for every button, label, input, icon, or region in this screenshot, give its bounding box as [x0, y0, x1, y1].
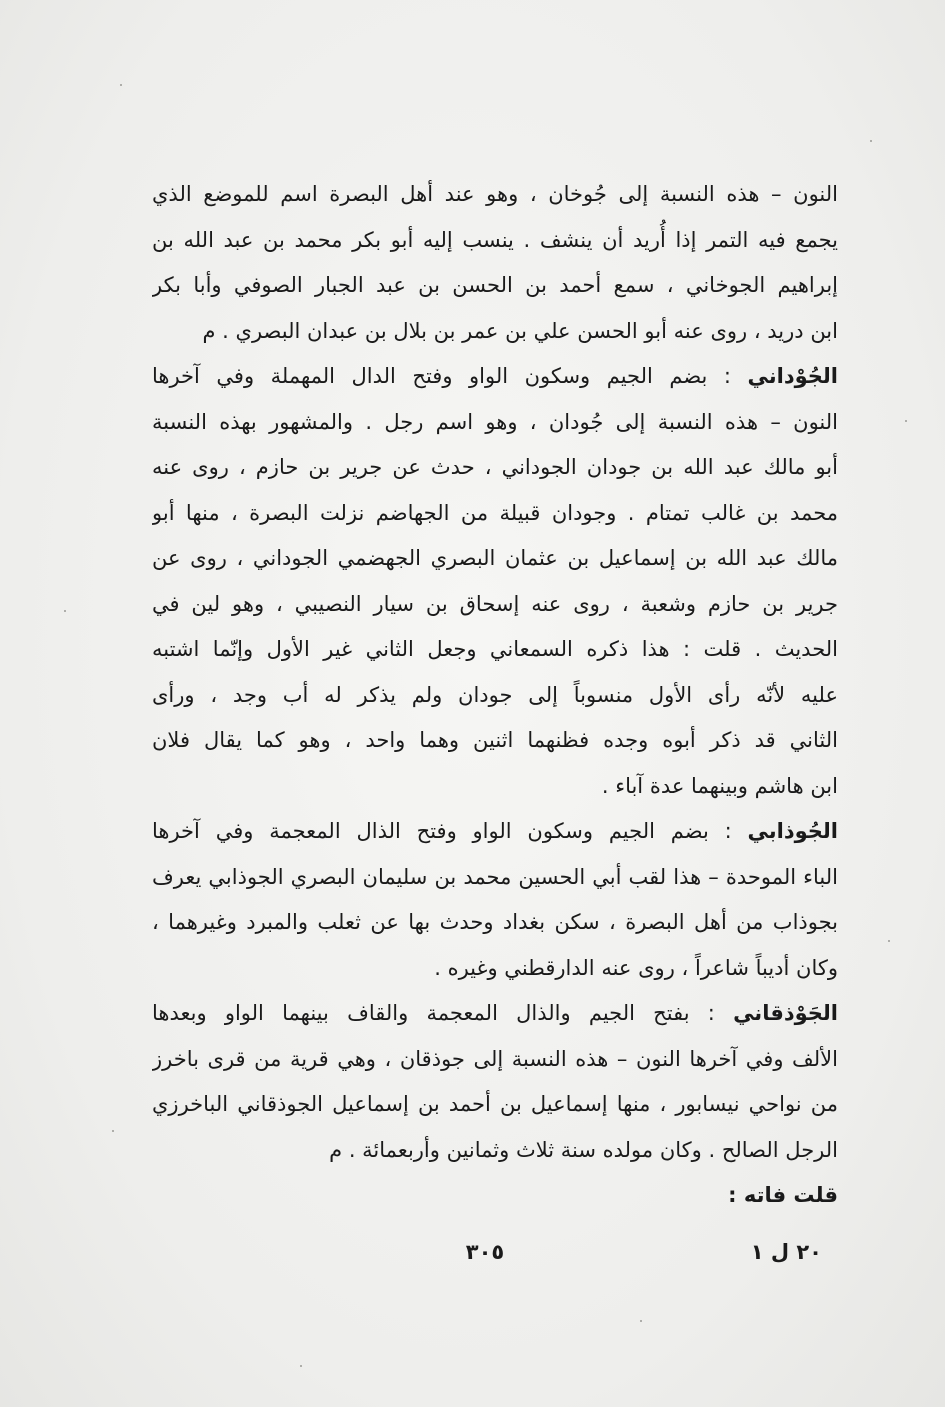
paper-speck: [888, 940, 890, 942]
text-line: الرجل الصالح . وكان مولده سنة ثلاث وثمانين وأربعمائة . م: [329, 1137, 838, 1162]
text-line: ابن هاشم وبينهما عدة آباء .: [601, 773, 838, 798]
entry-definition: : بضم الجيم وسكون الواو وفتح الدال المهملة وفي آخرها: [152, 364, 748, 388]
text-line: الثاني قد ذكر أبوه وجده فظنهما اثنين وهما واحد ، وهو كما يقال فلان: [152, 728, 838, 752]
text-line: يجمع فيه التمر إذا أُريد أن ينشف . ينسب إليه أبو بكر محمد بن عبد الله بن: [152, 227, 838, 252]
text-line: النون – هذه النسبة إلى جُودان ، وهو اسم رجل . والمشهور بهذه النسبة: [152, 409, 838, 434]
entry-first-line: [152, 991, 838, 1037]
text-line: النون – هذه النسبة إلى جُوخان ، وهو عند أهل البصرة اسم للموضع الذي: [152, 182, 838, 206]
entry-first-line: [152, 354, 838, 400]
text-line: ابن دريد ، روى عنه أبو الحسن علي بن عمر بن بلال بن عبدان البصري . م: [202, 318, 838, 343]
entry-heading: الجُوْداني: [747, 364, 838, 388]
entry-heading: الجَوْذقاني: [733, 1001, 838, 1025]
paper-speck: [870, 140, 872, 142]
entry-definition: : بفتح الجيم والذال المعجمة والقاف بينهما الواو وبعدها: [152, 1001, 734, 1025]
text-line: إبراهيم الجوخاني ، سمع أحمد بن الحسن بن عبد الجبار الصوفي وأبا بكر: [152, 273, 838, 297]
paper-speck: [300, 1365, 302, 1367]
text-line: الألف وفي آخرها النون – هذه النسبة إلى جوذقان ، وهي قرية من قرى باخرز: [152, 1046, 838, 1071]
text-line: عليه لأنّه رأى الأول منسوباً إلى جودان ولم يذكر له أب وجد ، ورأى: [152, 682, 838, 707]
text-line: الباء الموحدة – هذا لقب أبي الحسين محمد بن سليمان البصري الجوذابي يعرف: [152, 864, 838, 889]
text-line: أبو مالك عبد الله بن جودان الجوداني ، حدث عن جرير بن حازم ، روى عنه: [152, 455, 838, 479]
entry-definition: : بضم الجيم وسكون الواو وفتح الذال المعجمة وفي آخرها: [152, 819, 748, 843]
text-line: وكان أديباً شاعراً ، روى عنه الدارقطني وغيره .: [434, 955, 838, 980]
body-text: [152, 172, 838, 1219]
paper-speck: [120, 84, 122, 86]
text-line: من نواحي نيسابور ، منها إسماعيل بن أحمد بن إسماعيل الجوذقاني الباخرزي: [152, 1092, 838, 1116]
text-line: محمد بن غالب تمتام . وجودان قبيلة من الجهاضم نزلت البصرة ، منها أبو: [152, 500, 838, 525]
text-line: جرير بن حازم وشعبة ، روى عنه إسحاق بن سيار النصيبي ، وهو لين في: [152, 591, 838, 616]
paper-speck: [64, 610, 66, 612]
text-line: مالك عبد الله بن إسماعيل بن عثمان البصري الجهضمي الجوداني ، روى عن: [152, 546, 838, 570]
signature-mark: ٢٠ ل ١: [750, 1240, 822, 1264]
text-line: الحديث . قلت : هذا ذكره السمعاني وجعل الثاني غير الأول وإنّما اشتبه: [152, 637, 838, 661]
paper-speck: [640, 1320, 642, 1322]
entry-heading: الجُوذابي: [747, 819, 838, 843]
closing-note: قلت فاته :: [728, 1183, 838, 1207]
page-number: ٣٠٥: [465, 1240, 505, 1264]
entry-first-line: [152, 809, 838, 855]
paper-speck: [112, 1130, 114, 1132]
text-line: بجوذاب من أهل البصرة ، سكن بغداد وحدث بها عن ثعلب والمبرد وغيرهما ،: [152, 910, 838, 934]
paper-speck: [905, 420, 907, 422]
